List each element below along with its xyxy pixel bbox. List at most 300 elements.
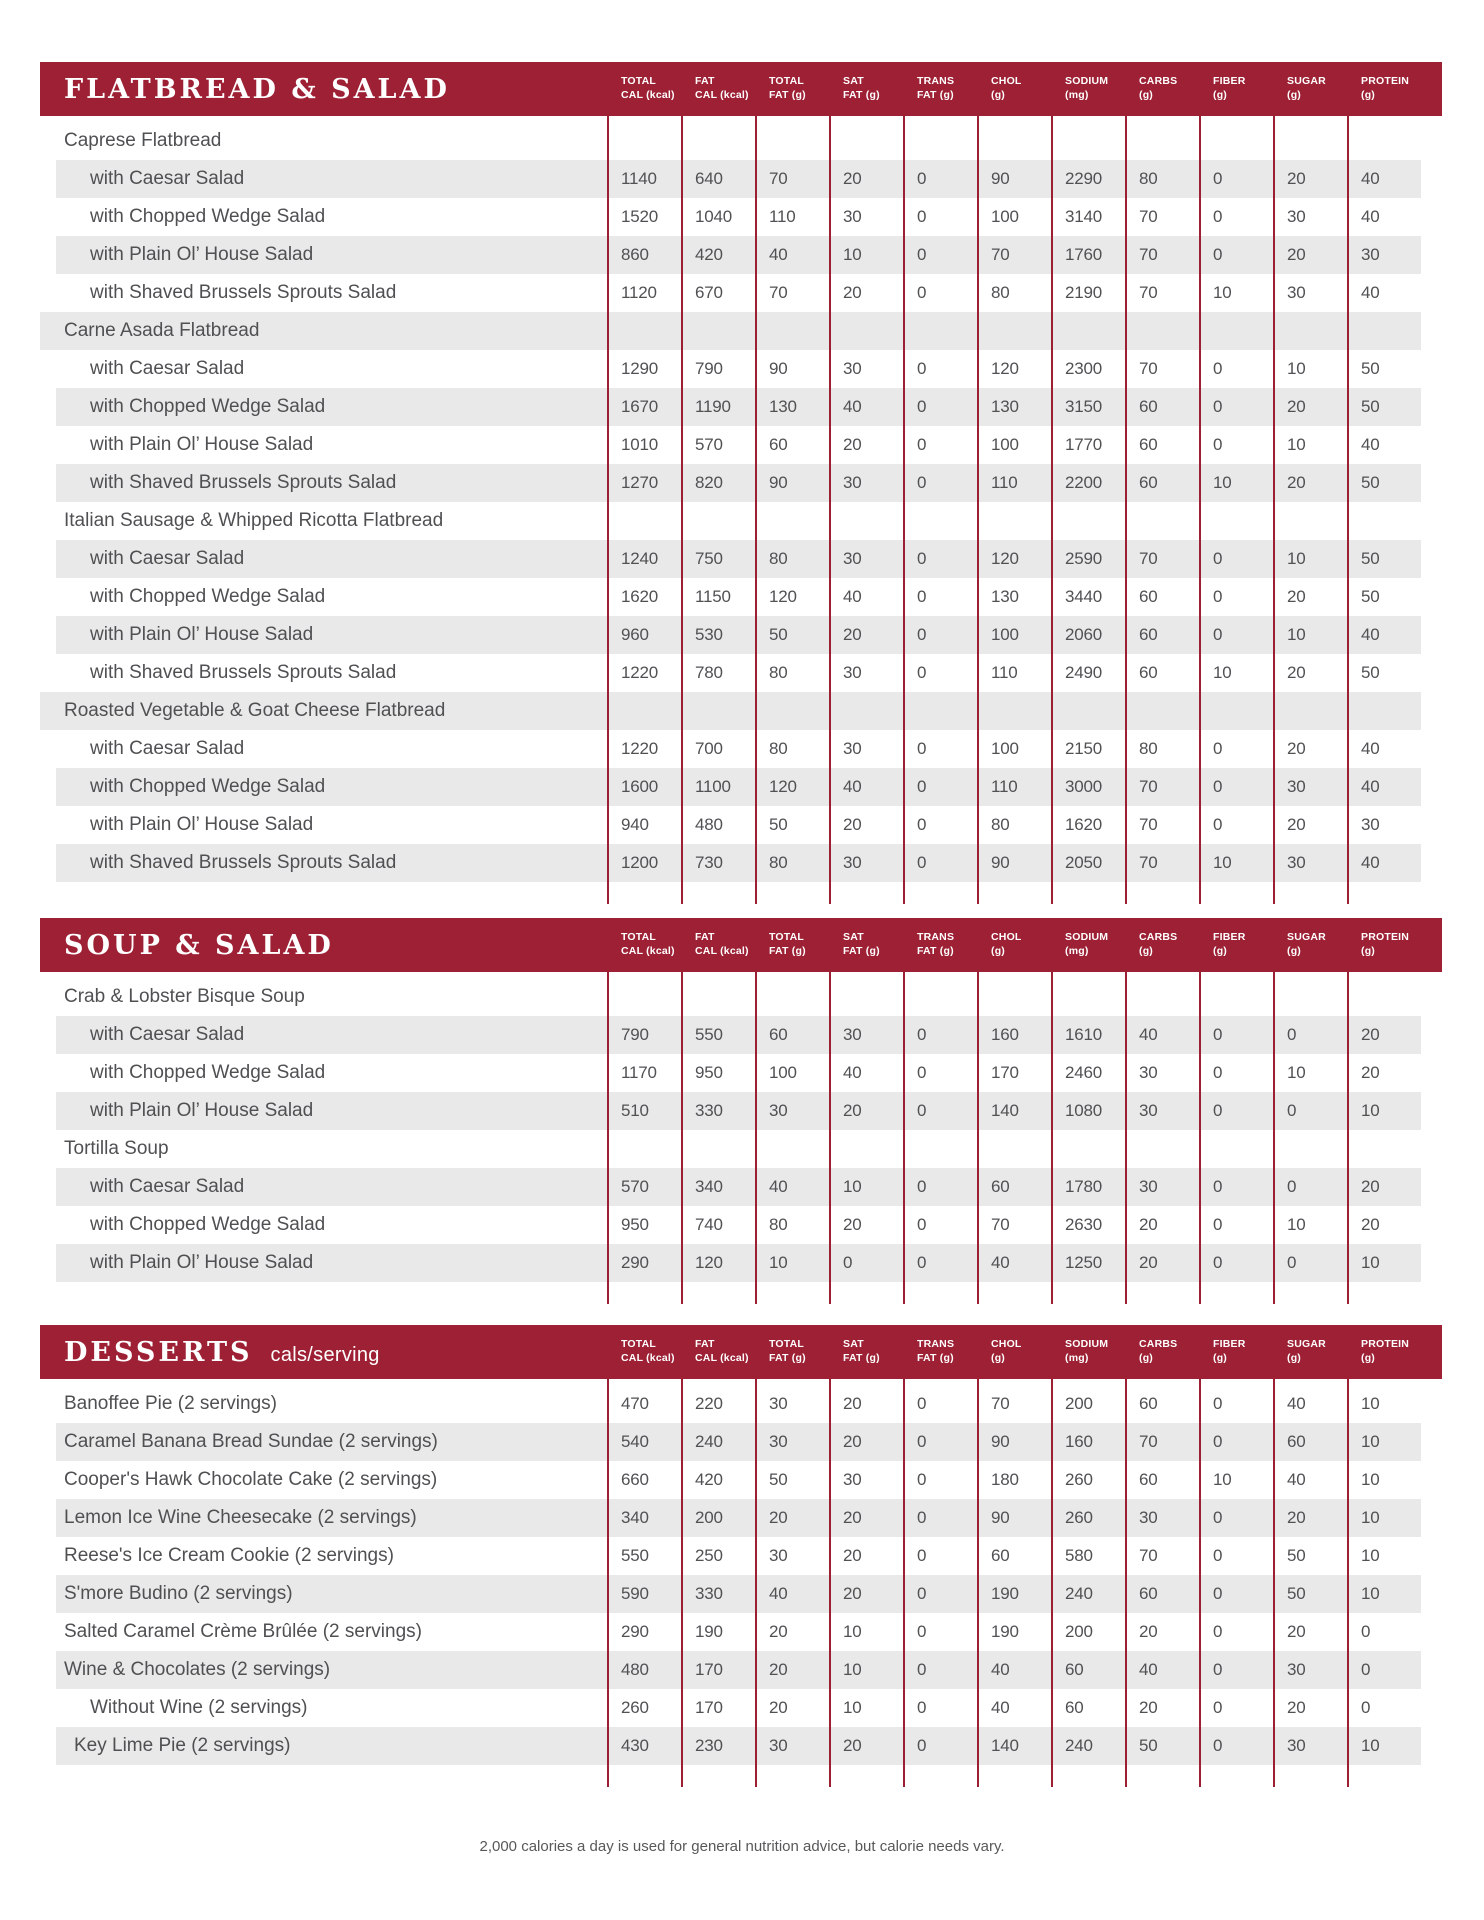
value-cell: 640 [695,169,723,188]
column-header-trans [903,75,977,102]
column-header-line: PROTEIN [1361,1338,1410,1351]
value-cell: 1780 [1065,1177,1103,1196]
value-cell: 130 [991,587,1019,606]
column-header-fiber [1199,1338,1273,1365]
table-row [40,464,1421,502]
value-cell: 50 [1361,359,1380,378]
table-row [40,1499,1421,1537]
value-cell: 50 [1361,549,1380,568]
column-header-line: FAT (g) [843,945,880,957]
value-cell: 20 [1287,1698,1306,1717]
value-cell: 0 [1213,777,1223,796]
column-header-line: (g) [1139,945,1154,957]
section-rows [40,116,1421,882]
value-cell: 10 [1287,1215,1306,1234]
value-cell: 0 [1213,207,1223,226]
column-header-line: (g) [991,1352,1006,1364]
column-header-sat [829,931,903,958]
value-cell: 590 [621,1584,649,1603]
value-cell: 0 [917,1660,927,1679]
table-row [40,540,1421,578]
table-row [40,1689,1421,1727]
value-cell: 0 [1213,397,1223,416]
value-cell: 550 [621,1546,649,1565]
value-cell: 30 [769,1101,788,1120]
value-cell: 540 [621,1432,649,1451]
column-header-line: (g) [1139,1352,1154,1364]
column-header-line: TOTAL [769,1338,805,1351]
value-cell: 3000 [1065,777,1103,796]
value-cell: 70 [1139,245,1158,264]
value-cell: 140 [991,1101,1019,1120]
table-row [40,730,1421,768]
column-header-line: FAT [695,931,715,944]
value-cell: 20 [1361,1025,1380,1044]
value-cell: 10 [1287,549,1306,568]
column-header-line: SUGAR [1287,75,1326,88]
value-cell: 0 [917,1253,927,1272]
column-divider [607,1379,609,1787]
column-divider [1125,116,1127,904]
column-divider [1125,972,1127,1304]
column-header-fiber [1199,931,1273,958]
column-divider [1273,1379,1275,1787]
value-cell: 20 [769,1698,788,1717]
value-cell: 20 [843,1394,862,1413]
value-cell: 40 [991,1253,1010,1272]
value-cell: 10 [1287,1063,1306,1082]
value-cell: 70 [1139,1546,1158,1565]
value-cell: 20 [769,1508,788,1527]
column-header-line: SAT [843,1338,864,1351]
value-cell: 0 [1213,587,1223,606]
table-row [40,578,1421,616]
value-cell: 90 [991,1432,1010,1451]
value-cell: 30 [1287,1660,1306,1679]
section-title: FLATBREAD & SALAD [64,73,450,105]
value-cell: 30 [1287,853,1306,872]
item-name: with Plain Ol’ House Salad [90,244,314,265]
value-cell: 60 [1139,435,1158,454]
column-divider [1199,1379,1201,1787]
section-subtitle: cals/serving [270,1343,380,1366]
table-row [40,426,1421,464]
value-cell: 70 [1139,853,1158,872]
value-cell: 10 [1361,1432,1380,1451]
value-cell: 2490 [1065,663,1103,682]
table-row [40,236,1421,274]
value-cell: 0 [1213,1584,1223,1603]
column-header-line: (g) [1361,1352,1376,1364]
value-cell: 700 [695,739,723,758]
value-cell: 10 [1213,1470,1232,1489]
column-header-line: (g) [1139,89,1154,101]
value-cell: 250 [695,1546,723,1565]
column-header-line: FAT (g) [917,89,954,101]
value-cell: 60 [991,1177,1010,1196]
table-row [40,1168,1421,1206]
value-cell: 20 [1287,397,1306,416]
value-cell: 1250 [1065,1253,1103,1272]
table-row [40,1461,1421,1499]
column-header-carbs [1125,75,1199,102]
value-cell: 2460 [1065,1063,1103,1082]
value-cell: 20 [1361,1177,1380,1196]
value-cell: 190 [991,1622,1019,1641]
column-header-line: TOTAL [621,931,657,944]
value-cell: 40 [843,1063,862,1082]
value-cell: 290 [621,1253,649,1272]
value-cell: 110 [991,473,1018,492]
column-divider [1051,116,1053,904]
item-name: Key Lime Pie (2 servings) [74,1735,291,1756]
column-header-line: CARBS [1139,931,1178,944]
value-cell: 0 [1213,1253,1223,1272]
value-cell: 0 [1213,1660,1223,1679]
column-header-line: CAL (kcal) [695,1352,749,1364]
value-cell: 60 [1139,1470,1158,1489]
column-header-line: FAT (g) [769,945,806,957]
column-divider [1199,116,1201,904]
column-header-line: FAT (g) [769,1352,806,1364]
value-cell: 10 [1361,1508,1380,1527]
column-divider [607,116,609,904]
table-row [40,844,1421,882]
column-divider [829,972,831,1304]
value-cell: 80 [991,283,1010,302]
table-row [40,616,1421,654]
value-cell: 2590 [1065,549,1103,568]
item-name: with Caesar Salad [90,1176,245,1197]
value-cell: 70 [769,283,788,302]
column-header-sodium [1051,1338,1125,1365]
column-header-line: TRANS [917,931,955,944]
value-cell: 20 [843,283,862,302]
value-cell: 230 [695,1736,723,1755]
value-cell: 0 [1213,1698,1223,1717]
value-cell: 40 [1139,1660,1158,1679]
nutrition-section [40,1325,1442,1765]
nutrition-section [40,62,1442,882]
value-cell: 50 [1139,1736,1158,1755]
value-cell: 660 [621,1470,649,1489]
value-cell: 0 [1213,1622,1223,1641]
value-cell: 20 [843,625,862,644]
table-row [40,1206,1421,1244]
value-cell: 20 [1139,1698,1158,1717]
column-header-sat [829,75,903,102]
value-cell: 110 [769,207,796,226]
value-cell: 0 [1213,1063,1223,1082]
value-cell: 940 [621,815,649,834]
value-cell: 40 [991,1660,1010,1679]
value-cell: 0 [917,1698,927,1717]
value-cell: 70 [1139,283,1158,302]
column-divider [977,116,979,904]
value-cell: 0 [1213,1432,1223,1451]
value-cell: 30 [769,1394,788,1413]
item-name: Roasted Vegetable & Goat Cheese Flatbread [64,700,446,721]
column-header-protein [1347,931,1421,958]
column-header-total [755,1338,829,1365]
value-cell: 0 [917,663,927,682]
value-cell: 3150 [1065,397,1103,416]
value-cell: 100 [991,435,1019,454]
value-cell: 100 [991,739,1019,758]
value-cell: 140 [991,1736,1019,1755]
value-cell: 40 [1361,625,1380,644]
value-cell: 1140 [621,169,657,188]
value-cell: 0 [917,169,927,188]
value-cell: 510 [621,1101,649,1120]
value-cell: 10 [1287,359,1306,378]
item-name: Wine & Chocolates (2 servings) [64,1659,331,1680]
column-header-line: SAT [843,75,864,88]
value-cell: 0 [1213,245,1223,264]
group-header-row [40,502,1421,540]
value-cell: 70 [1139,207,1158,226]
section-rows [40,1379,1421,1765]
value-cell: 0 [917,625,927,644]
value-cell: 0 [917,1546,927,1565]
value-cell: 1290 [621,359,659,378]
value-cell: 20 [843,1584,862,1603]
value-cell: 60 [1139,587,1158,606]
column-header-line: FAT (g) [917,1352,954,1364]
value-cell: 200 [695,1508,723,1527]
footer-disclaimer: 2,000 calories a day is used for general nutrition advice, but calorie needs vary. [479,1838,1005,1855]
value-cell: 0 [1361,1622,1371,1641]
value-cell: 0 [917,739,927,758]
column-header-fat [681,931,755,958]
value-cell: 0 [917,245,927,264]
value-cell: 1220 [621,739,659,758]
value-cell: 80 [991,815,1010,834]
item-name: with Caesar Salad [90,1024,245,1045]
value-cell: 70 [1139,777,1158,796]
column-header-line: CAL (kcal) [621,89,675,101]
value-cell: 260 [1065,1508,1093,1527]
value-cell: 0 [917,435,927,454]
value-cell: 60 [991,1546,1010,1565]
value-cell: 240 [1065,1584,1093,1603]
value-cell: 0 [1213,549,1223,568]
section-title-wrap [40,930,607,961]
value-cell: 2630 [1065,1215,1103,1234]
value-cell: 130 [991,397,1019,416]
value-cell: 0 [1361,1660,1371,1679]
column-divider [681,972,683,1304]
column-header-line: CAL (kcal) [621,945,675,957]
value-cell: 420 [695,1470,723,1489]
value-cell: 0 [1213,739,1223,758]
column-header-line: (mg) [1065,945,1089,957]
value-cell: 110 [991,663,1018,682]
value-cell: 0 [917,397,927,416]
item-name: with Plain Ol’ House Salad [90,1252,314,1273]
value-cell: 80 [1139,739,1158,758]
value-cell: 60 [1139,663,1158,682]
value-cell: 0 [917,1622,927,1641]
value-cell: 10 [843,245,862,264]
item-name: Cooper's Hawk Chocolate Cake (2 servings) [64,1469,438,1490]
nutrition-section [40,918,1442,1282]
value-cell: 1220 [621,663,659,682]
value-cell: 10 [843,1698,862,1717]
table-row [40,654,1421,692]
value-cell: 0 [1213,1177,1223,1196]
item-name: with Plain Ol’ House Salad [90,624,314,645]
section-title-wrap [40,1337,607,1368]
value-cell: 30 [769,1432,788,1451]
value-cell: 0 [917,587,927,606]
group-header-row [40,312,1421,350]
column-header-line: FIBER [1213,75,1246,88]
value-cell: 160 [1065,1432,1093,1451]
value-cell: 20 [843,1508,862,1527]
value-cell: 170 [991,1063,1019,1082]
value-cell: 0 [1213,1546,1223,1565]
value-cell: 1610 [1065,1025,1103,1044]
value-cell: 570 [621,1177,649,1196]
item-name: Reese's Ice Cream Cookie (2 servings) [64,1545,394,1566]
value-cell: 2150 [1065,739,1103,758]
value-cell: 10 [1361,1470,1380,1489]
value-cell: 0 [917,549,927,568]
column-header-line: SODIUM [1065,931,1109,944]
column-header-line: FAT (g) [917,945,954,957]
value-cell: 0 [917,207,927,226]
column-divider [607,972,609,1304]
column-header-protein [1347,1338,1421,1365]
value-cell: 330 [695,1584,723,1603]
value-cell: 1040 [695,207,733,226]
column-header-line: (g) [1287,1352,1302,1364]
group-header-row [40,978,1421,1016]
value-cell: 0 [917,815,927,834]
value-cell: 420 [695,245,723,264]
value-cell: 180 [991,1470,1019,1489]
value-cell: 10 [1213,663,1232,682]
column-header-line: SAT [843,931,864,944]
value-cell: 220 [695,1394,723,1413]
value-cell: 1080 [1065,1101,1103,1120]
value-cell: 0 [1213,1101,1223,1120]
value-cell: 1240 [621,549,659,568]
value-cell: 80 [769,739,788,758]
value-cell: 740 [695,1215,723,1234]
value-cell: 0 [1213,1736,1223,1755]
column-header-sugar [1273,931,1347,958]
table-row [40,1423,1421,1461]
table-row [40,1092,1421,1130]
value-cell: 0 [1361,1698,1371,1717]
value-cell: 480 [695,815,723,834]
value-cell: 0 [917,1470,927,1489]
value-cell: 550 [695,1025,723,1044]
column-divider [1273,116,1275,904]
value-cell: 20 [769,1622,788,1641]
value-cell: 0 [917,777,927,796]
column-header-line: PROTEIN [1361,931,1410,944]
value-cell: 10 [1213,473,1232,492]
column-header-total [755,75,829,102]
section-rows [40,972,1421,1282]
column-header-trans [903,1338,977,1365]
item-name: S'more Budino (2 servings) [64,1583,293,1604]
value-cell: 80 [769,663,788,682]
column-header-line: (g) [991,945,1006,957]
value-cell: 0 [1213,169,1223,188]
value-cell: 30 [1287,283,1306,302]
value-cell: 90 [991,853,1010,872]
table-row [40,1537,1421,1575]
value-cell: 0 [917,1736,927,1755]
column-header-line: TRANS [917,75,955,88]
value-cell: 40 [769,245,788,264]
value-cell: 10 [1361,1546,1380,1565]
column-divider [1347,1379,1349,1787]
column-divider [1125,1379,1127,1787]
value-cell: 200 [1065,1394,1093,1413]
value-cell: 190 [991,1584,1019,1603]
value-cell: 170 [695,1660,723,1679]
value-cell: 50 [1361,663,1380,682]
column-header-line: CAL (kcal) [621,1352,675,1364]
column-divider [681,116,683,904]
value-cell: 0 [917,1508,927,1527]
item-name: with Caesar Salad [90,358,245,379]
column-header-protein [1347,75,1421,102]
value-cell: 20 [1139,1253,1158,1272]
column-divider [1199,972,1201,1304]
value-cell: 30 [1287,1736,1306,1755]
value-cell: 20 [1287,169,1306,188]
value-cell: 1600 [621,777,659,796]
value-cell: 30 [843,359,862,378]
value-cell: 30 [1361,815,1380,834]
column-header-line: (g) [1213,1352,1228,1364]
value-cell: 950 [621,1215,649,1234]
value-cell: 960 [621,625,649,644]
value-cell: 30 [769,1736,788,1755]
value-cell: 0 [917,1063,927,1082]
column-header-chol [977,75,1051,102]
column-header-carbs [1125,1338,1199,1365]
value-cell: 60 [769,435,788,454]
table-row [40,806,1421,844]
value-cell: 60 [1139,625,1158,644]
value-cell: 190 [695,1622,723,1641]
value-cell: 0 [1213,1508,1223,1527]
value-cell: 120 [769,777,797,796]
item-name: with Caesar Salad [90,738,245,759]
value-cell: 90 [991,1508,1010,1527]
value-cell: 1670 [621,397,659,416]
value-cell: 120 [991,359,1019,378]
value-cell: 530 [695,625,723,644]
value-cell: 0 [1287,1025,1297,1044]
value-cell: 30 [843,739,862,758]
value-cell: 40 [843,587,862,606]
value-cell: 0 [1213,1215,1223,1234]
value-cell: 50 [1287,1584,1306,1603]
value-cell: 40 [1361,853,1380,872]
value-cell: 10 [1361,1394,1380,1413]
value-cell: 750 [695,549,723,568]
value-cell: 2060 [1065,625,1103,644]
item-name: Lemon Ice Wine Cheesecake (2 servings) [64,1507,417,1528]
